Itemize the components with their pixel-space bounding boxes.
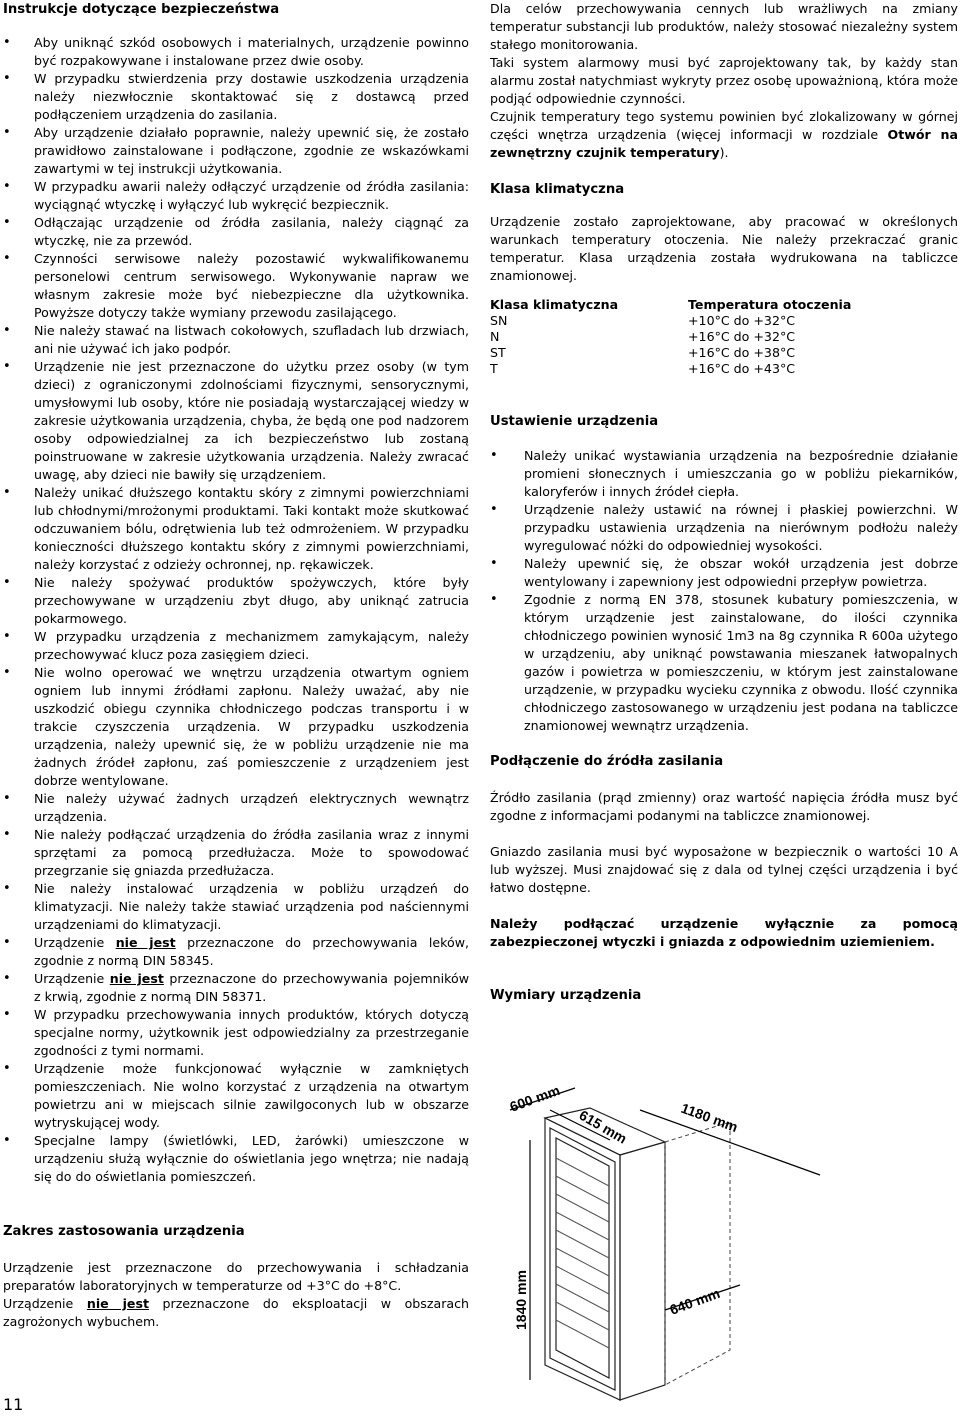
list-item: • Specjalne lampy (świetlówki, LED, żarówki) umieszczone w urządzeniu służą wyłącznie do oświetlania jego wnętrza; nie nadają się do do oświetlania pomieszczeń. — [3, 1132, 469, 1186]
climate-table — [490, 297, 851, 377]
text-run: przeznaczone do eksploatacji w obszarach zagrożonych wybuchem. — [3, 1296, 469, 1329]
list-item: • Aby uniknąć szkód osobowych i materialnych, urządzenie powinno być rozpakowywane i instalowane przez dwie osoby. — [3, 34, 469, 70]
list-item: • Należy unikać wystawiania urządzenia na bezpośrednie działanie promieni słonecznych i umieszczania go w pobliżu piekarników, kaloryferów i innych źródeł ciepła. — [490, 447, 958, 501]
section-title-safety: Instrukcje dotyczące bezpieczeństwa — [3, 2, 280, 17]
list-item: • Czynności serwisowe należy pozostawić wykwalifikowanemu personelowi centrum serwisowego. Wykonywanie napraw we własnym zakresie może być niebezpieczne dla użytkownika. Powyższe dotyczy także wymiany przewodu zasilającego. — [3, 250, 469, 322]
dimension-label-1840: 1840 mm — [513, 1270, 529, 1330]
door-glass — [556, 1138, 609, 1378]
table-cell: +16°C do +38°C — [688, 345, 796, 360]
table-cell: SN — [490, 313, 508, 328]
list-item: • Urządzenie może funkcjonować wyłącznie w zamkniętych pomieszczeniach. Nie wolno korzystać z urządzenia na otwartym powietrzu ani w miejscach silnie zawilgoconych lub w obszarze wytryskującej wody. — [3, 1060, 469, 1132]
table-cell: ST — [490, 345, 506, 360]
table-header: Klasa klimatyczna — [490, 297, 619, 312]
text-run: Urządzenie — [3, 1296, 87, 1311]
fuse-paragraph: Gniazdo zasilania musi być wyposażone w bezpiecznik o wartości 10 A lub wyższej. Musi znajdować się z dala od tylnej części urządzenia i być łatwo dostępne. — [490, 844, 958, 895]
cabinet-door — [550, 1128, 615, 1390]
list-item: • Nie należy stawać na listwach cokołowych, szufladach lub drzwiach, ani nie używać ich jako podpór. — [3, 322, 469, 358]
emphasis: nie jest — [109, 971, 164, 986]
scope-paragraph: Urządzenie jest przeznaczone do przechowywania i schładzania preparatów laboratoryjnych w temperaturze od +3°C do +8°C. — [3, 1260, 469, 1293]
monitoring-paragraph: Dla celów przechowywania cennych lub wrażliwych na zmiany temperatur substancji lub produktów, należy stosować niezależny system stałego monitorowania. — [490, 1, 958, 52]
dimension-label-1180: 1180 mm — [678, 1099, 741, 1136]
list-item: • Aby urządzenie działało poprawnie, należy upewnić się, że zostało prawidłowo zainstalowane i podłączone, zgodnie ze wskazówkami zawartymi w tej instrukcji użytkowania. — [3, 124, 469, 178]
table-header: Temperatura otoczenia — [688, 297, 852, 312]
list-item: • W przypadku urządzenia z mechanizmem zamykającym, należy przechowywać klucz poza zasięgiem dzieci. — [3, 628, 469, 664]
table-cell: +16°C do +43°C — [688, 361, 796, 376]
list-item: • Urządzenie nie jest przeznaczone do użytku przez osoby (w tym dzieci) z ograniczonymi zdolnościami fizycznymi, sensorycznymi, umysłowymi lub osoby, które nie posiadają wystarczającej wiedzy w zakresie użytkowania urządzenia, chyba, że będą one pod nadzorem osoby odpowiedzialnej za ich bezpieczeństwo lub zostaną poinstruowane w zakresie użytkowania urządzenia. Należy zwracać uwagę, aby dzieci nie bawiły się urządzeniem. — [3, 358, 469, 484]
climate-paragraph: Urządzenie zostało zaprojektowane, aby pracować w określonych warunkach temperatury otoczenia. Nie należy przekraczać granic temperatur. Klasa urządzenia została wydrukowana na tabliczce znamionowej. — [490, 214, 958, 283]
section-title-dimensions: Wymiary urządzenia — [490, 988, 642, 1003]
list-item: • Nie wolno operować we wnętrzu urządzenia otwartym ogniem ogniem lub innymi źródłami zapłonu. Należy uważać, aby nie uszkodzić obiegu czynnika chłodniczego podczas transportu i w trakcie czyszczenia urządzenia. W przypadku uszkodzenia urządzenia, należy upewnić się, że w pobliżu urządzenie nie ma żadnych źródeł zapłonu, zaś pomieszczenie z urządzeniem jest dobrze wentylowane. — [3, 664, 469, 790]
section-title-scope: Zakres zastosowania urządzenia — [3, 1224, 245, 1239]
list-item: • Nie należy używać żadnych urządzeń elektrycznych wewnątrz urządzenia. — [3, 790, 469, 826]
safety-list — [3, 34, 469, 1186]
list-item: • Należy unikać dłuższego kontaktu skóry z zimnymi powierzchniami lub chłodnymi/mrożonymi produktami. Taki kontakt może skutkować odczuwaniem bólu, odrętwienia lub też odmrożeniem. W przypadku konieczności dłuższego kontaktu skóry z zimnymi powierzchniami, należy korzystać z odzieży ochronnej, np. rękawiczek. — [3, 484, 469, 574]
table-row — [490, 329, 851, 345]
power-paragraph: Źródło zasilania (prąd zmienny) oraz wartość napięcia źródła musz być zgodne z informacjami podanymi na tabliczce znamionowej. — [490, 790, 958, 823]
emphasis: Otwór na zewnętrzny czujnik temperatury — [490, 127, 958, 160]
emphasis: nie jest — [86, 1296, 149, 1311]
section-title-climate: Klasa klimatyczna — [490, 182, 625, 197]
placement-list — [490, 447, 958, 735]
table-row — [490, 345, 851, 361]
list-item: • Nie należy instalować urządzenia w pobliżu urządzeń do klimatyzacji. Nie należy także stawiać urządzenia pod naściennymi urządzeniami do klimatyzacji. — [3, 880, 469, 934]
table-cell: N — [490, 329, 500, 344]
text-run: Czujnik temperatury tego systemu powinien być zlokalizowany w górnej części wnętrza urządzenia (więcej informacji w rozdziale — [490, 109, 958, 142]
right-column — [490, 0, 958, 1005]
left-column — [3, 0, 469, 1331]
section-title-power: Podłączenie do źródła zasilania — [490, 754, 724, 769]
list-item: • W przypadku awarii należy odłączyć urządzenie od źródła zasilania: wyciągnąć wtyczkę i wyłączyć lub wykręcić bezpiecznik. — [3, 178, 469, 214]
list-item: • Odłączając urządzenie od źródła zasilania, należy ciągnąć za wtyczkę, nie za przewód. — [3, 214, 469, 250]
list-item — [3, 970, 469, 1006]
dimensions-diagram — [490, 1080, 958, 1410]
sensor-paragraph — [490, 108, 958, 162]
page-number: 11 — [3, 1395, 24, 1414]
list-item: • Należy upewnić się, że obszar wokół urządzenia jest dobrze wentylowany i zapewniony jest odpowiedni przepływ powietrza. — [490, 555, 958, 591]
table-row — [490, 313, 851, 329]
alarm-paragraph: Taki system alarmowy musi być zaprojektowany tak, by każdy stan alarmu został natychmiast wykryty przez osobę upoważnioną, która może podjąć odpowiednie czynności. — [490, 55, 958, 106]
open-door-outline — [665, 1122, 730, 1385]
cabinet-side-face — [620, 1142, 665, 1400]
table-cell: +16°C do +32°C — [688, 329, 796, 344]
table-row — [490, 361, 851, 377]
dimension-label-640: 640 mm — [667, 1284, 723, 1318]
text-run: Urządzenie — [34, 971, 110, 986]
list-item: • Zgodnie z normą EN 378, stosunek kubatury pomieszczenia, w którym urządzenie jest zainstalowane, do ilości czynnika chłodniczego powinien wynosić 1m3 na 8g czynnika R 600a użytego w urządzeniu, aby uniknąć powstawania mieszanek łatwopalnych gazów i powietrza w pomieszczeniu, w którym jest zainstalowane urządzenie, w przypadku wycieku czynnika z obwodu. Ilość czynnika chłodniczego zastosowanego w urządzeniu jest podana na tabliczce znamionowej wewnątrz urządzenia. — [490, 591, 958, 735]
dimension-label-600: 600 mm — [507, 1081, 563, 1115]
table-cell: +10°C do +32°C — [688, 313, 796, 328]
scope-paragraph-2 — [3, 1295, 469, 1331]
emphasis: nie jest — [115, 935, 176, 950]
list-item: • W przypadku stwierdzenia przy dostawie uszkodzenia urządzenia należy niezwłocznie skontaktować się z dostawcą przed podłączeniem urządzenia do zasilania. — [3, 70, 469, 124]
text-run: przeznaczone do przechowywania pojemników z krwią, zgodnie z normą DIN 58371. — [34, 971, 469, 1004]
text-run: Urządzenie — [34, 935, 116, 950]
list-item — [3, 934, 469, 970]
list-item: • Nie należy spożywać produktów spożywczych, które były przechowywane w urządzeniu zbyt długo, aby uniknąć zatrucia pokarmowego. — [3, 574, 469, 628]
table-header-row — [490, 297, 851, 313]
text-run: ). — [719, 145, 729, 160]
text-run: przeznaczone do przechowywania leków, zgodnie z normą DIN 58345. — [34, 935, 469, 968]
grounding-paragraph: Należy podłączać urządzenie wyłącznie za pomocą zabezpieczonej wtyczki i gniazda z odpowiednim uziemieniem. — [490, 916, 958, 949]
table-cell: T — [490, 361, 498, 376]
list-item: • Urządzenie należy ustawić na równej i płaskiej powierzchni. W przypadku ustawienia urządzenia na nierównym podłożu należy wyregulować nóżki do odpowiedniej wysokości. — [490, 501, 958, 555]
list-item: • W przypadku przechowywania innych produktów, których dotyczą specjalne normy, użytkownik jest odpowiedzialny za przestrzeganie zgodności z tymi normami. — [3, 1006, 469, 1060]
list-item: • Nie należy podłączać urządzenia do źródła zasilania wraz z innymi sprzętami za pomocą przedłużacza. Może to spowodować przegrzanie się gniazda przedłużacza. — [3, 826, 469, 880]
dimension-label-615: 615 mm — [576, 1106, 630, 1147]
section-title-placement: Ustawienie urządzenia — [490, 414, 659, 429]
